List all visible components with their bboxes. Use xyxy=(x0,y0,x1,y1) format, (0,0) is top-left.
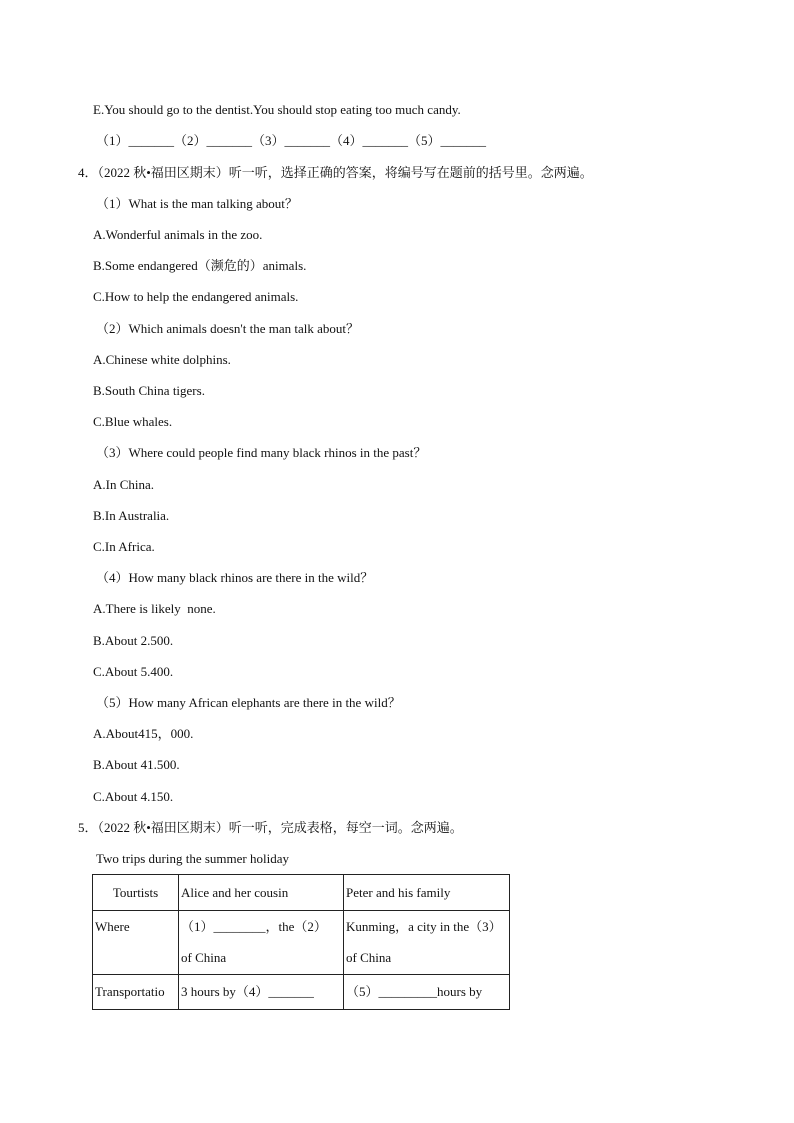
trips-table xyxy=(92,874,510,1010)
table-row-where xyxy=(93,911,510,975)
row-label-transportation: Transportatio xyxy=(93,975,179,1010)
transport-peter-cell: （5）_________hours by xyxy=(344,975,510,1010)
transport-alice-cell: 3 hours by（4）_______ xyxy=(179,975,344,1010)
q4-item2-question: （2）Which animals doesn't the man talk about？ xyxy=(96,321,360,336)
question-4-header: 4．（2022 秋•福田区期末）听一听，选择正确的答案，将编号写在题前的括号里。念两遍。 xyxy=(78,165,593,180)
table-header-row xyxy=(93,875,510,911)
where-peter-line2: of China xyxy=(346,950,392,965)
header-cell: Peter and his family xyxy=(344,875,510,911)
q4-item3-option-a: A.In China. xyxy=(93,477,155,492)
q4-item3-option-c: C.In Africa. xyxy=(93,539,155,554)
q4-item3-question: （3）Where could people find many black rhinos in the past？ xyxy=(96,445,427,460)
option-e: E.You should go to the dentist.You should stop eating too much candy. xyxy=(93,102,461,117)
where-alice-line1: （1）________，the（2） xyxy=(181,919,327,934)
q4-item5-option-a: A.About415，000. xyxy=(93,726,194,741)
q4-item5-option-b: B.About 41.500. xyxy=(93,757,180,772)
q4-item4-option-c: C.About 5.400. xyxy=(93,664,174,679)
q4-item4-question: （4）How many black rhinos are there in the wild？ xyxy=(96,570,374,585)
q4-item1-option-c: C.How to help the endangered animals. xyxy=(93,289,299,304)
q4-item5-option-c: C.About 4.150. xyxy=(93,789,174,804)
table-caption: Two trips during the summer holiday xyxy=(96,851,289,866)
header-cell: Alice and her cousin xyxy=(179,875,344,911)
q4-item2-option-b: B.South China tigers. xyxy=(93,383,205,398)
answer-blanks: （1）_______（2）_______（3）_______（4）_______（5）_______ xyxy=(96,133,486,148)
row-label-where: Where xyxy=(93,911,179,975)
table-row-transportation xyxy=(93,975,510,1010)
q4-item5-question: （5）How many African elephants are there in the wild？ xyxy=(96,695,401,710)
q4-item3-option-b: B.In Australia. xyxy=(93,508,170,523)
q4-item2-option-a: A.Chinese white dolphins. xyxy=(93,352,231,367)
where-alice-cell xyxy=(179,911,344,975)
question-5-header: 5．（2022 秋•福田区期末）听一听，完成表格，每空一词。念两遍。 xyxy=(78,820,463,835)
q4-item1-question: （1）What is the man talking about？ xyxy=(96,196,298,211)
where-peter-line1: Kunming，a city in the（3） xyxy=(346,919,502,934)
header-cell: Tourtists xyxy=(93,875,179,911)
where-alice-line2: of China xyxy=(181,950,227,965)
q4-item4-option-b: B.About 2.500. xyxy=(93,633,174,648)
q4-item4-option-a: A.There is likely none. xyxy=(93,601,216,616)
q4-item1-option-b: B.Some endangered（濒危的）animals. xyxy=(93,258,307,273)
q4-item2-option-c: C.Blue whales. xyxy=(93,414,173,429)
where-peter-cell xyxy=(344,911,510,975)
q4-item1-option-a: A.Wonderful animals in the zoo. xyxy=(93,227,263,242)
